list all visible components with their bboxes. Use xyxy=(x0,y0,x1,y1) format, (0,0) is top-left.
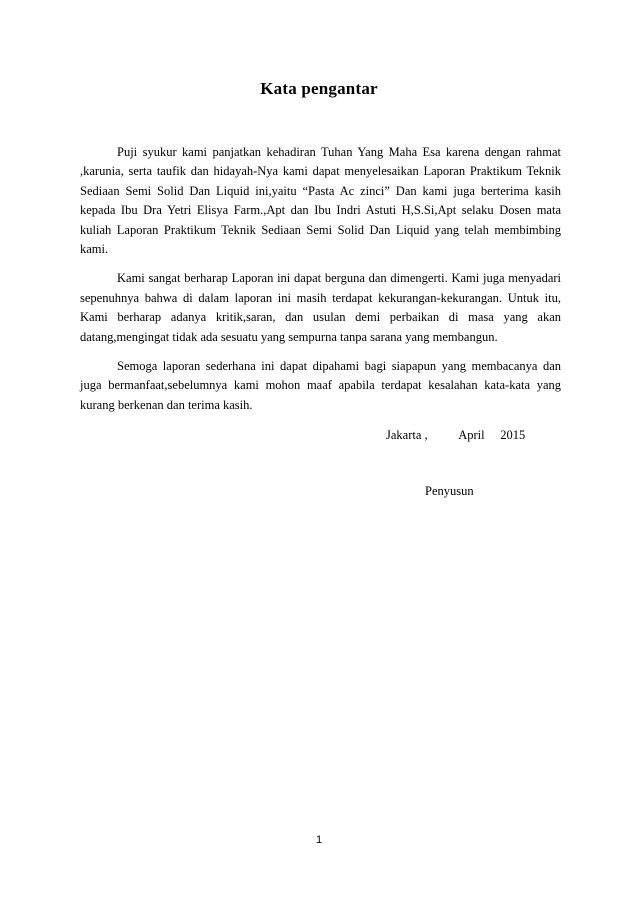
signature-author: Penyusun xyxy=(425,484,474,498)
page-title: Kata pengantar xyxy=(260,79,378,98)
paragraph-closing: Semoga laporan sederhana ini dapat dipahami bagi siapapun yang membacanya dan juga bermanfaat,sebelumnya kami mohon maaf apabila terdapat kesalahan kata-kata yang kurang berkenan dan terima kasih. xyxy=(80,359,561,412)
place-date: Jakarta , April 2015 xyxy=(386,428,526,442)
page-number: 1 xyxy=(315,834,323,846)
body-text xyxy=(80,143,561,425)
paragraph-hope: Kami sangat berharap Laporan ini dapat berguna dan dimengerti. Kami juga menyadari sepenuhnya bahwa di dalam laporan ini masih terdapat kekurangan-kekurangan. Untuk itu, Kami berharap adanya kritik,saran, dan usulan demi perbaikan di masa yang akan datang,mengingat tidak ada sesuatu yang sempurna tanpa sarana yang membangun. xyxy=(80,271,561,344)
paragraph-acknowledgement: Puji syukur kami panjatkan kehadiran Tuhan Yang Maha Esa karena dengan rahmat ,karunia, serta taufik dan hidayah-Nya kami dapat menyelesaikan Laporan Praktikum Teknik Sediaan Semi Solid Dan Liquid ini,yaitu “Pasta Ac zinci” Dan kami juga berterima kasih kepada Ibu Dra Yetri Elisya Farm.,Apt dan Ibu Indri Astuti H,S.Si,Apt selaku Dosen mata kuliah Laporan Praktikum Teknik Sediaan Semi Solid Dan Liquid yang telah membimbing kami. xyxy=(80,145,561,257)
